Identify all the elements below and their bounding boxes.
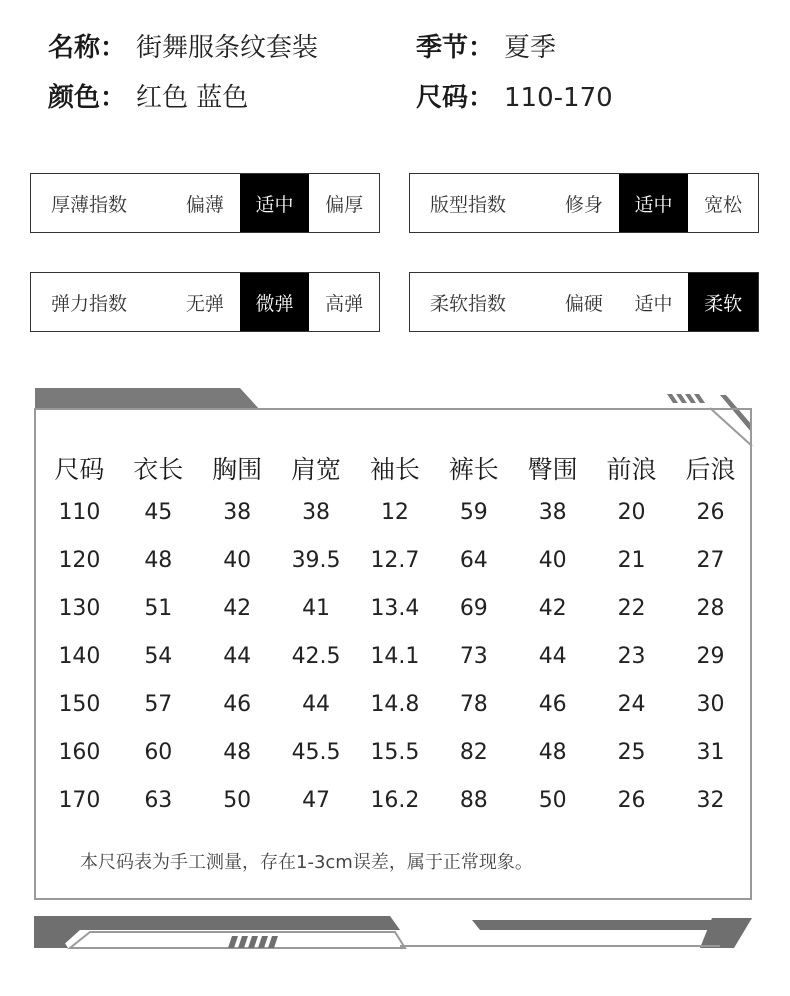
- thickness-index-label: 厚薄指数: [51, 193, 128, 216]
- table-cell: 51: [144, 595, 173, 621]
- table-cell: 12: [380, 499, 409, 525]
- table-cell: 88: [459, 787, 488, 813]
- column-header: 袖长: [369, 455, 420, 484]
- table-row: [40, 488, 750, 536]
- season-label: 季节：: [416, 33, 495, 63]
- table-cell: 44: [302, 691, 331, 717]
- table-cell: 31: [696, 739, 725, 765]
- table-cell: 32: [696, 787, 725, 813]
- table-cell: 12.7: [370, 547, 420, 573]
- column-header: 臀围: [527, 455, 578, 484]
- table-cell: 44: [538, 643, 567, 669]
- color-label: 颜色：: [48, 83, 127, 113]
- table-cell: 82: [459, 739, 488, 765]
- table-cell: 40: [538, 547, 567, 573]
- table-cell: 160: [58, 739, 101, 765]
- thickness-option: 偏薄: [185, 193, 224, 216]
- table-cell: 48: [223, 739, 252, 765]
- table-body: [40, 488, 750, 824]
- softness-index-label: 柔软指数: [430, 292, 507, 315]
- table-cell: 57: [144, 691, 173, 717]
- fit-option: 修身: [564, 193, 603, 216]
- table-cell: 20: [617, 499, 646, 525]
- table-cell: 39.5: [291, 547, 341, 573]
- table-row: [40, 632, 750, 680]
- table-cell: 46: [538, 691, 567, 717]
- table-cell: 78: [459, 691, 488, 717]
- table-row: [40, 536, 750, 584]
- table-row: [40, 584, 750, 632]
- table-cell: 23: [617, 643, 646, 669]
- table-cell: 60: [144, 739, 173, 765]
- table-cell: 45.5: [291, 739, 341, 765]
- table-row: [40, 728, 750, 776]
- measurement-note: 本尺码表为手工测量，存在1-3cm误差，属于正常现象。: [80, 852, 533, 873]
- table-cell: 24: [617, 691, 646, 717]
- table-row: [40, 776, 750, 824]
- column-header: 尺码: [54, 455, 105, 484]
- table-cell: 69: [459, 595, 488, 621]
- table-cell: 63: [144, 787, 173, 813]
- table-cell: 29: [696, 643, 725, 669]
- table-cell: 48: [538, 739, 567, 765]
- table-cell: 42: [538, 595, 567, 621]
- table-cell: 42: [223, 595, 252, 621]
- thickness-option: 偏厚: [325, 193, 364, 216]
- softness-option: 柔软: [688, 273, 758, 331]
- table-cell: 42.5: [291, 643, 341, 669]
- table-cell: 14.1: [370, 643, 420, 669]
- table-cell: 26: [696, 499, 725, 525]
- table-cell: 27: [696, 547, 725, 573]
- column-header: 前浪: [606, 455, 657, 484]
- season-value: 夏季: [504, 33, 557, 63]
- table-row: [40, 680, 750, 728]
- fit-index-label: 版型指数: [430, 193, 507, 216]
- size-table: [40, 448, 750, 824]
- elasticity-option: 微弹: [240, 273, 310, 331]
- column-header: 后浪: [685, 455, 736, 484]
- table-cell: 25: [617, 739, 646, 765]
- table-cell: 50: [538, 787, 567, 813]
- thickness-option: 适中: [240, 174, 310, 232]
- table-cell: 130: [58, 595, 101, 621]
- table-cell: 150: [58, 691, 101, 717]
- table-cell: 16.2: [370, 787, 420, 813]
- table-cell: 64: [459, 547, 488, 573]
- color-value: 红色 蓝色: [136, 83, 249, 113]
- elasticity-option: 无弹: [185, 292, 224, 315]
- column-header: 肩宽: [291, 455, 342, 484]
- column-header: 衣长: [133, 455, 184, 484]
- table-cell: 26: [617, 787, 646, 813]
- elasticity-index-label: 弹力指数: [51, 292, 128, 315]
- table-cell: 22: [617, 595, 646, 621]
- table-cell: 46: [223, 691, 252, 717]
- table-cell: 21: [617, 547, 646, 573]
- table-cell: 41: [302, 595, 331, 621]
- size-label: 尺码：: [416, 83, 495, 113]
- fit-option: 适中: [619, 174, 689, 232]
- table-cell: 54: [144, 643, 173, 669]
- fit-option: 宽松: [704, 193, 743, 216]
- column-header: 胸围: [212, 455, 263, 484]
- column-header: 裤长: [448, 455, 499, 484]
- table-cell: 47: [302, 787, 331, 813]
- softness-option: 适中: [634, 292, 673, 315]
- table-cell: 13.4: [370, 595, 420, 621]
- table-cell: 59: [459, 499, 488, 525]
- elasticity-option: 高弹: [325, 292, 364, 315]
- table-cell: 50: [223, 787, 252, 813]
- table-cell: 120: [58, 547, 101, 573]
- table-cell: 48: [144, 547, 173, 573]
- name-label: 名称：: [48, 33, 127, 63]
- name-value: 街舞服条纹套装: [136, 33, 319, 63]
- table-cell: 38: [538, 499, 567, 525]
- table-cell: 45: [144, 499, 173, 525]
- table-cell: 140: [58, 643, 101, 669]
- table-cell: 15.5: [370, 739, 420, 765]
- table-cell: 170: [58, 787, 101, 813]
- softness-option: 偏硬: [564, 292, 603, 315]
- table-cell: 40: [223, 547, 252, 573]
- table-header-row: [40, 448, 750, 488]
- size-value: 110-170: [504, 83, 613, 113]
- table-cell: 30: [696, 691, 725, 717]
- table-cell: 14.8: [370, 691, 420, 717]
- table-cell: 38: [302, 499, 331, 525]
- table-cell: 73: [459, 643, 488, 669]
- table-cell: 28: [696, 595, 725, 621]
- table-cell: 44: [223, 643, 252, 669]
- table-cell: 110: [58, 499, 101, 525]
- table-cell: 38: [223, 499, 252, 525]
